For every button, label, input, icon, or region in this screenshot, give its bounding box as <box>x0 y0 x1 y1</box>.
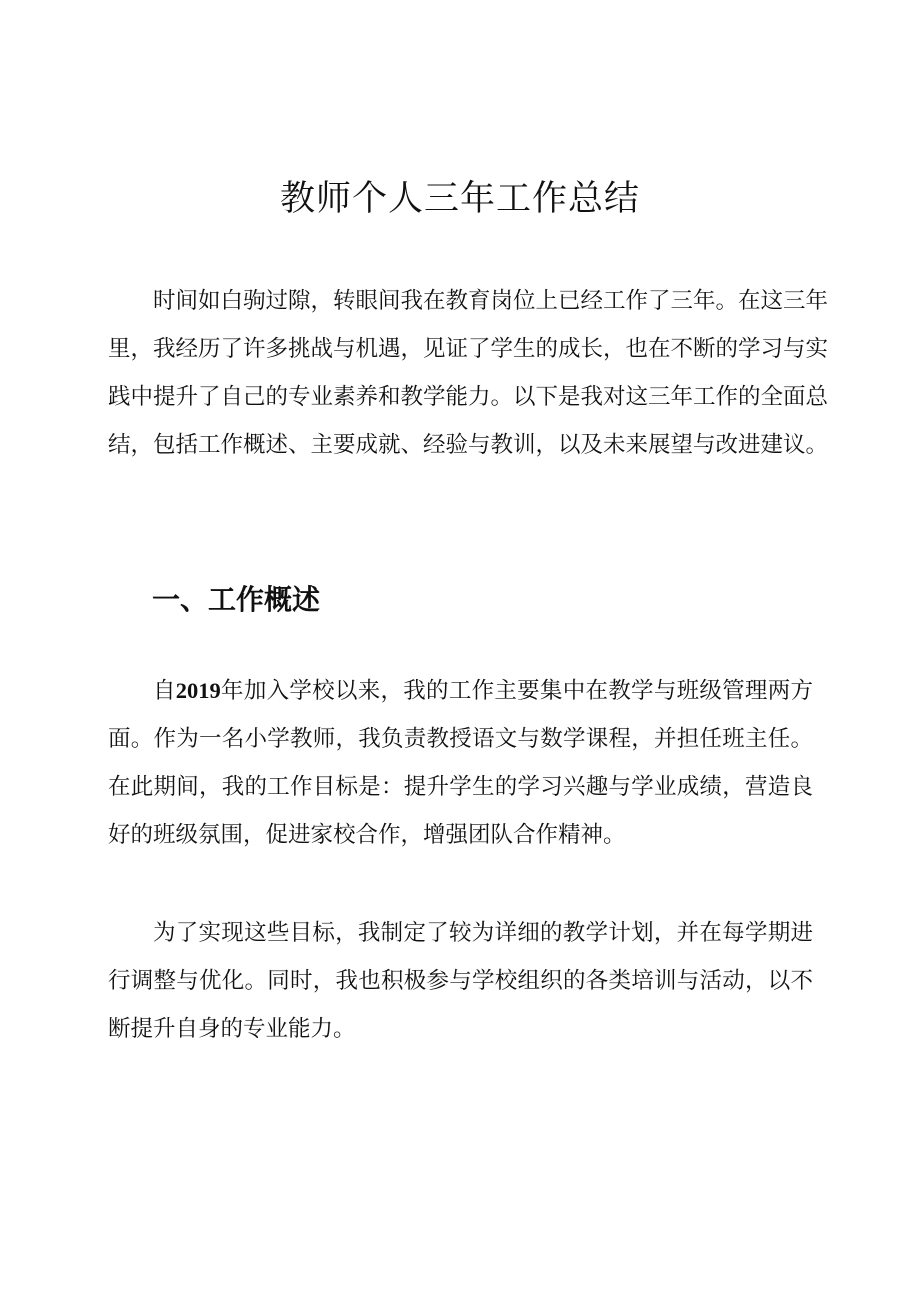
document-title: 教师个人三年工作总结 <box>279 179 640 219</box>
intro-paragraph: 时间如白驹过隙，转眼间我在教育岗位上已经工作了三年。在这三年里，我经历了许多挑战与机遇，见证了学生的成长，也在不断的学习与实践中提升了自己的专业素养和教学能力。以下是我对这三年工作的全面总结，包括工作概述、主要成就、经验与教训，以及未来展望与改进建议。 <box>108 288 829 458</box>
overview-paragraph-2: 为了实现这些目标，我制定了较为详细的教学计划，并在每学期进行调整与优化。同时，我也积极参与学校组织的各类培训与活动，以不断提升自身的专业能力。 <box>108 920 813 1042</box>
overview-year: 2019 <box>175 678 221 703</box>
overview-text-start: 自 <box>153 678 176 704</box>
overview-paragraph-1 <box>108 667 813 859</box>
overview-text-rest: 年加入学校以来，我的工作主要集中在教学与班级管理两方面。作为一名小学教师，我负责教授语文与数学课程，并担任班主任。在此期间，我的工作目标是：提升学生的学习兴趣与学业成绩，营造良好的班级氛围，促进家校合作，增强团队合作精神。 <box>108 678 813 848</box>
section-heading-work-overview: 一、工作概述 <box>152 583 321 616</box>
